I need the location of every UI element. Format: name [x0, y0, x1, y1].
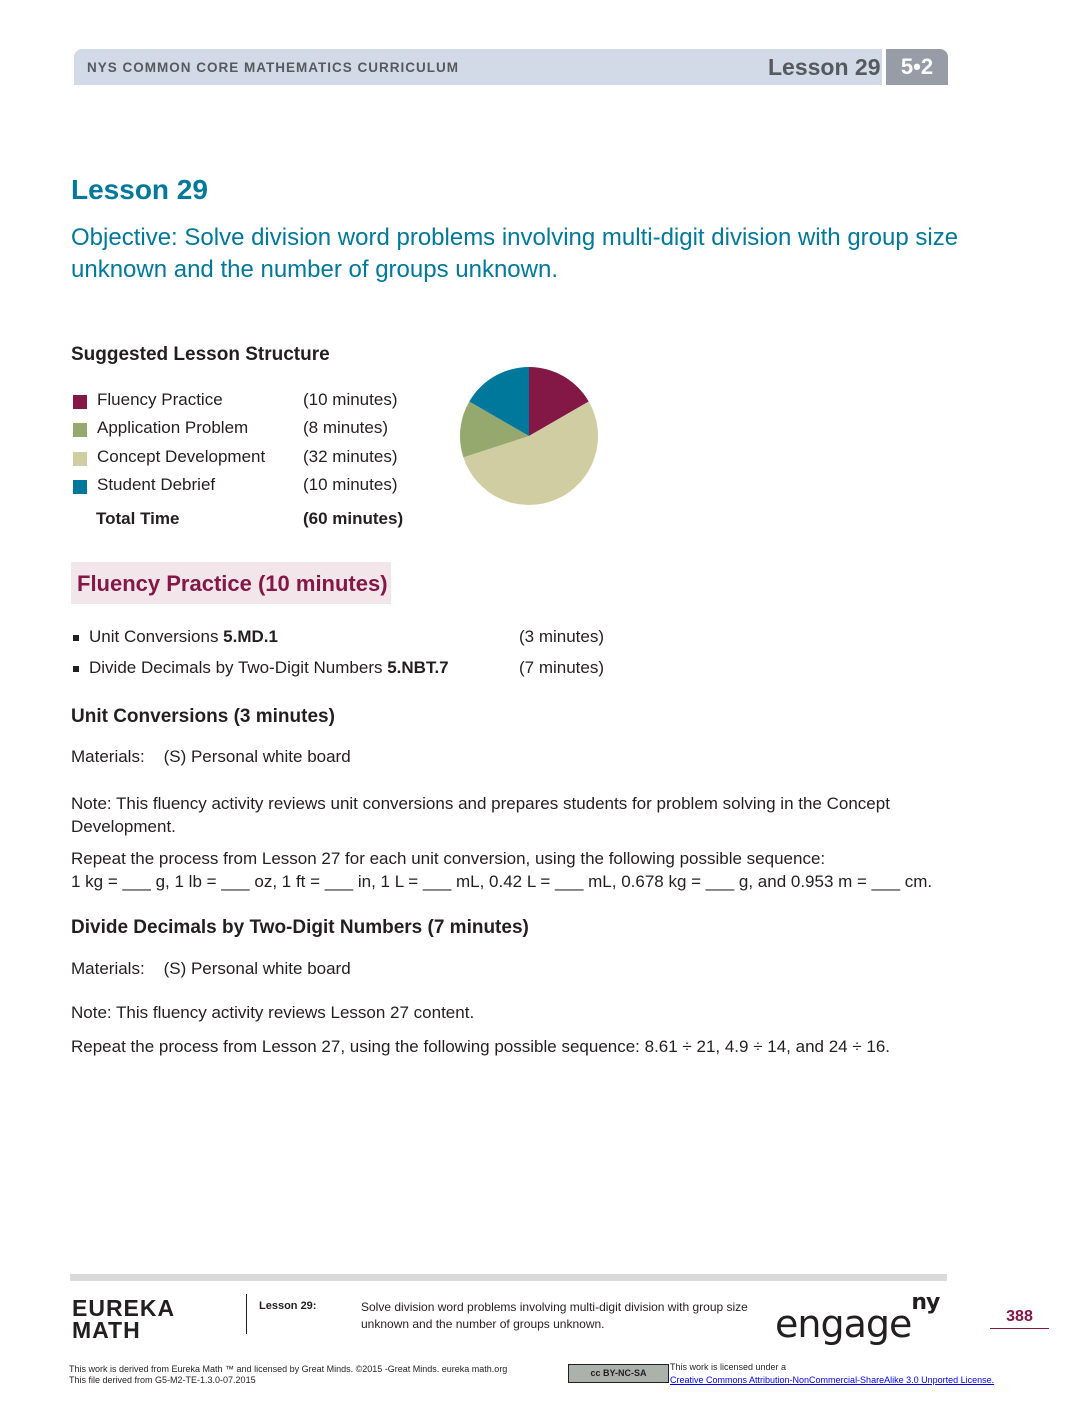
ny-text: ny: [911, 1290, 940, 1316]
cc-license-badge: cc BY-NC-SA: [568, 1364, 669, 1383]
header-lesson: Lesson 29: [768, 54, 881, 80]
divide-decimals-repeat: Repeat the process from Lesson 27, using the following possible sequence: 8.61 ÷ 21, 4.9 ÷ 14, and 24 ÷ 16.: [71, 1037, 891, 1056]
logo-line-1: EUREKA: [72, 1295, 176, 1321]
objective: Objective: Solve division word problems involving multi-digit division with group size unknown and the number of groups unknown.: [71, 224, 959, 283]
curriculum-title: NYS COMMON CORE MATHEMATICS CURRICULUM: [87, 60, 459, 75]
legend-label: Student Debrief: [97, 475, 216, 494]
total-time-label: Total Time: [96, 509, 180, 528]
eureka-math-logo: [72, 1297, 175, 1341]
footer-lesson-label: Lesson 29:: [259, 1300, 317, 1312]
bullet-minutes: (3 minutes): [519, 627, 605, 646]
legend-minutes: (32 minutes): [303, 447, 398, 466]
unit-conversions-sequence: 1 kg = ___ g, 1 lb = ___ oz, 1 ft = ___ in, 1 L = ___ mL, 0.42 L = ___ mL, 0.678 kg = ___ g, and 0.953 m = ___ cm.: [71, 872, 933, 891]
legend-row-fluency: [73, 390, 433, 414]
legend-label: Application Problem: [97, 418, 249, 437]
engage-text: engage: [775, 1302, 912, 1346]
legend-row-concept: [73, 447, 433, 471]
legend-swatch-debrief: [73, 480, 87, 494]
bullet-icon: [73, 666, 79, 672]
legend-swatch-concept: [73, 452, 87, 466]
engageny-logo: [775, 1290, 940, 1346]
legend-minutes: (10 minutes): [303, 475, 398, 494]
legend-minutes: (8 minutes): [303, 418, 389, 437]
legend-row-debrief: [73, 475, 433, 499]
divide-decimals-heading: Divide Decimals by Two-Digit Numbers (7 minutes): [71, 917, 529, 938]
lesson-structure-pie-chart: [459, 366, 599, 506]
bullet-standard: 5.NBT.7: [387, 658, 449, 677]
footer-lesson-desc: Solve division word problems involving multi-digit division with group size unknown and the number of groups unknown.: [361, 1300, 748, 1331]
legend-label: Concept Development: [97, 447, 266, 466]
divide-decimals-note: Note: This fluency activity reviews Lesson 27 content.: [71, 1003, 475, 1022]
legend-label: Fluency Practice: [97, 390, 223, 409]
legend-row-application: [73, 418, 433, 442]
bullet-text: Unit Conversions: [89, 627, 224, 646]
license-text: This work is licensed under a: [670, 1362, 787, 1372]
bullet-standard: 5.MD.1: [223, 627, 278, 646]
derived-notice-1: This work is derived from Eureka Math ™ and licensed by Great Minds. ©2015 -Great Minds. eureka math.org: [69, 1364, 508, 1374]
fluency-heading: Fluency Practice (10 minutes): [77, 571, 388, 596]
bullet-icon: [73, 635, 79, 641]
divide-decimals-materials: Materials: (S) Personal white board: [71, 959, 351, 978]
unit-conversions-note: Note: This fluency activity reviews unit conversions and prepares students for problem solving in the Concept Development.: [71, 794, 890, 836]
page-title: Lesson 29: [71, 174, 208, 205]
structure-heading: Suggested Lesson Structure: [71, 344, 330, 365]
legend-swatch-fluency: [73, 395, 87, 409]
bullet-minutes: (7 minutes): [519, 658, 605, 677]
footer-rule: [70, 1274, 947, 1281]
unit-conversions-repeat: Repeat the process from Lesson 27 for each unit conversion, using the following possible sequence:: [71, 849, 826, 868]
legend-minutes: (10 minutes): [303, 390, 398, 409]
total-time-value: (60 minutes): [303, 509, 404, 528]
logo-line-2: MATH: [72, 1317, 141, 1343]
legend-swatch-application: [73, 423, 87, 437]
unit-conversions-materials: Materials: (S) Personal white board: [71, 747, 351, 766]
unit-conversions-heading: Unit Conversions (3 minutes): [71, 706, 335, 727]
bullet-text: Divide Decimals by Two-Digit Numbers: [89, 658, 388, 677]
derived-notice-2: This file derived from G5-M2-TE-1.3.0-07.2015: [69, 1375, 256, 1385]
page-number: 388: [990, 1308, 1049, 1329]
license-link[interactable]: Creative Commons Attribution-NonCommercial-ShareAlike 3.0 Unported License.: [670, 1375, 995, 1385]
grade-module-badge: 5•2: [886, 49, 948, 85]
footer-divider: [246, 1294, 247, 1334]
